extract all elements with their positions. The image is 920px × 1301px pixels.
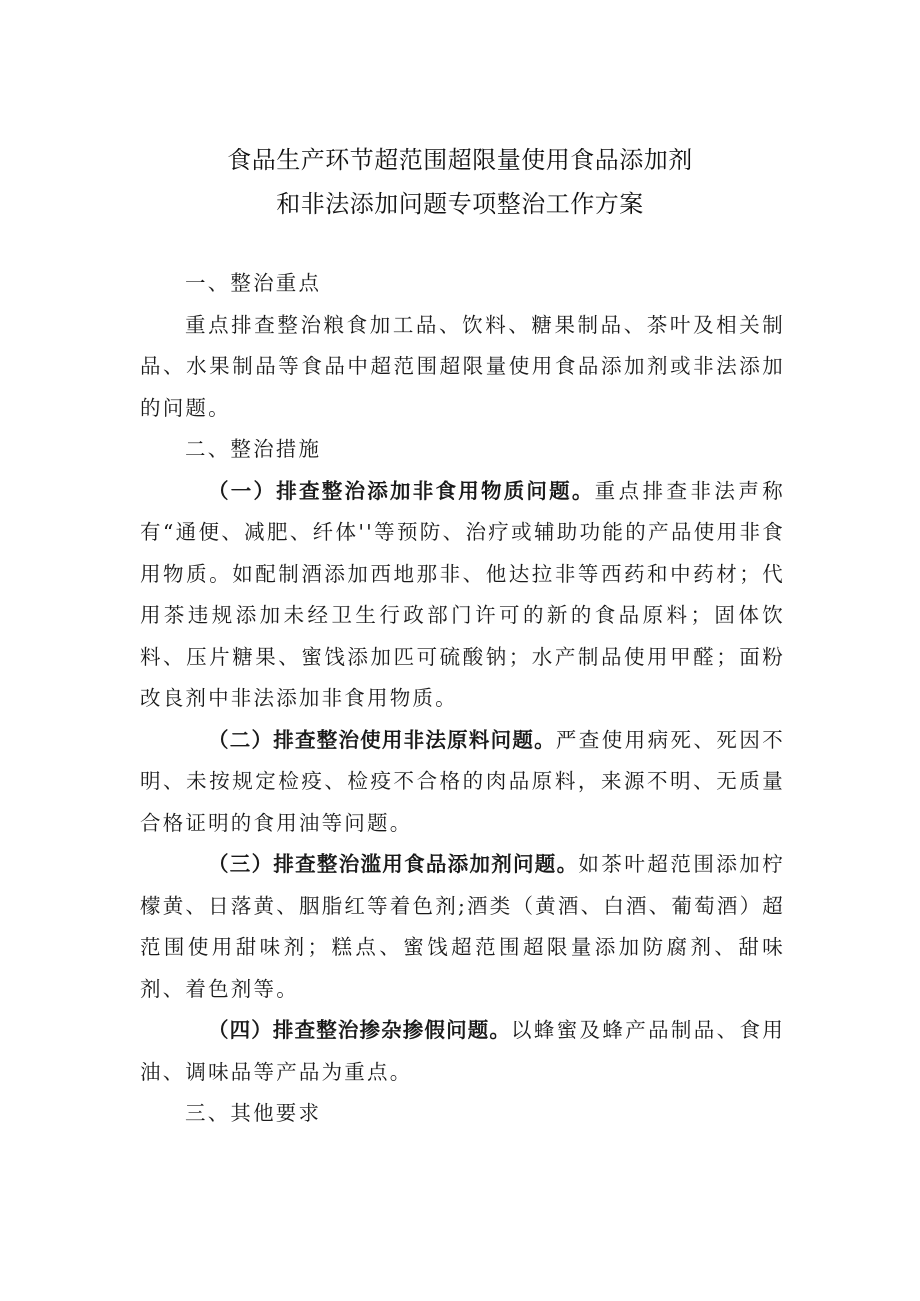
title-line-2: 和非法添加问题专项整治工作方案 — [276, 190, 644, 218]
document-body — [140, 263, 785, 1135]
measure-paragraph-4 — [140, 1010, 785, 1093]
measure-lead-4: （四）排查整治掺杂掺假问题。 — [208, 1018, 512, 1042]
measure-paragraph-2 — [140, 720, 785, 845]
measure-text-4: 以蜂蜜及蜂产品制品、食用油、调味品等产品为重点。 — [140, 1018, 785, 1084]
section-heading-2: 二、整治措施 — [185, 437, 322, 461]
measure-text-1: 重点排查非法声称有“通便、减肥、纤体''等预防、治疗或辅助功能的产品使用非食用物质。如配制酒添加西地那非、他达拉非等西药和中药材；代用茶违规添加未经卫生行政部门许可的新的食品原料；固体饮料、压片糖果、蜜饯添加匹可硫酸钠；水产制品使用甲醛；面粉改良剂中非法添加非食用物质。 — [140, 478, 785, 710]
measure-text-3: 如茶叶超范围添加柠檬黄、日落黄、胭脂红等着色剂;酒类（黄酒、白酒、葡萄酒）超范围使用甜味剂；糕点、蜜饯超范围超限量添加防腐剂、甜味剂、着色剂等。 — [140, 852, 785, 1001]
measure-lead-1: （一）排查整治添加非食用物质问题。 — [208, 478, 595, 503]
document-title — [0, 138, 920, 226]
section-1-paragraph: 重点排查整治粮食加工品、饮料、糖果制品、茶叶及相关制品、水果制品等食品中超范围超限量使用食品添加剂或非法添加的问题。 — [140, 312, 785, 420]
measure-paragraph-3 — [140, 844, 785, 1010]
section-heading-1: 一、整治重点 — [185, 271, 322, 295]
section-heading-3: 三、其他要求 — [185, 1101, 322, 1125]
measure-text-2: 严查使用病死、死因不明、未按规定检疫、检疫不合格的肉品原料，来源不明、无质量合格证明的食用油等问题。 — [140, 727, 786, 835]
measure-lead-3: （三）排查整治滥用食品添加剂问题。 — [208, 852, 579, 876]
title-line-1: 食品生产环节超范围超限量使用食品添加剂 — [227, 146, 693, 174]
measure-lead-2: （二）排查整治使用非法原料问题。 — [208, 727, 556, 752]
measure-paragraph-1 — [140, 471, 785, 720]
